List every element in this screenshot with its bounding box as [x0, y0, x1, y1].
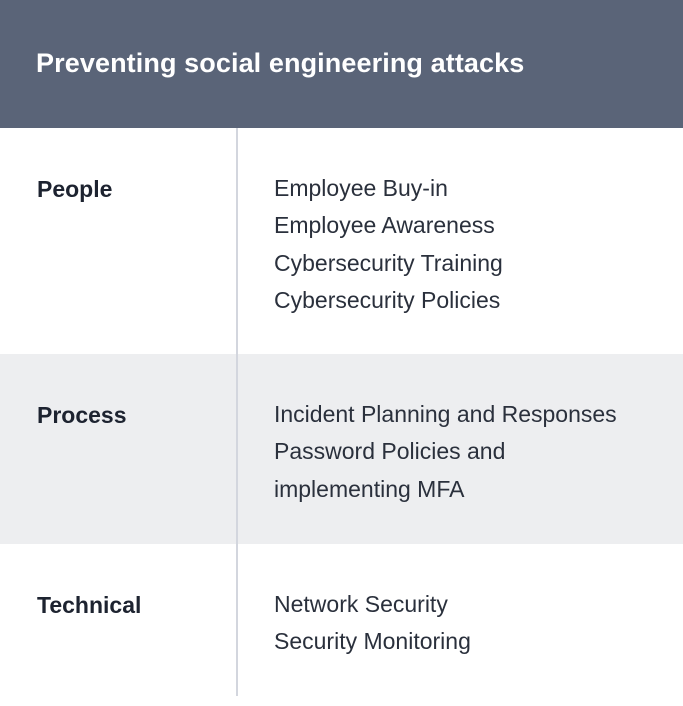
list-item: Network Security — [274, 591, 448, 617]
row-items-technical — [274, 586, 471, 661]
table-title: Preventing social engineering attacks — [36, 48, 525, 78]
list-item: Cybersecurity Policies — [274, 286, 501, 313]
list-item: Employee Buy-in — [274, 175, 448, 201]
list-item: implementing MFA — [274, 475, 465, 502]
list-item: Password Policies and — [274, 438, 506, 465]
list-item: Incident Planning and Responses — [274, 401, 617, 427]
row-label-technical: Technical — [37, 592, 142, 618]
list-item: Security Monitoring — [274, 628, 471, 655]
row-label-process: Process — [37, 402, 127, 428]
table-row-process — [0, 354, 683, 544]
row-items-people — [274, 170, 503, 319]
row-label-people: People — [37, 176, 113, 202]
table-row-people — [0, 128, 683, 354]
table-header — [0, 0, 683, 128]
table-row-technical — [0, 544, 683, 706]
list-item: Employee Awareness — [274, 212, 495, 239]
row-items-process — [274, 396, 617, 508]
column-divider — [236, 128, 238, 696]
list-item: Cybersecurity Training — [274, 249, 503, 276]
